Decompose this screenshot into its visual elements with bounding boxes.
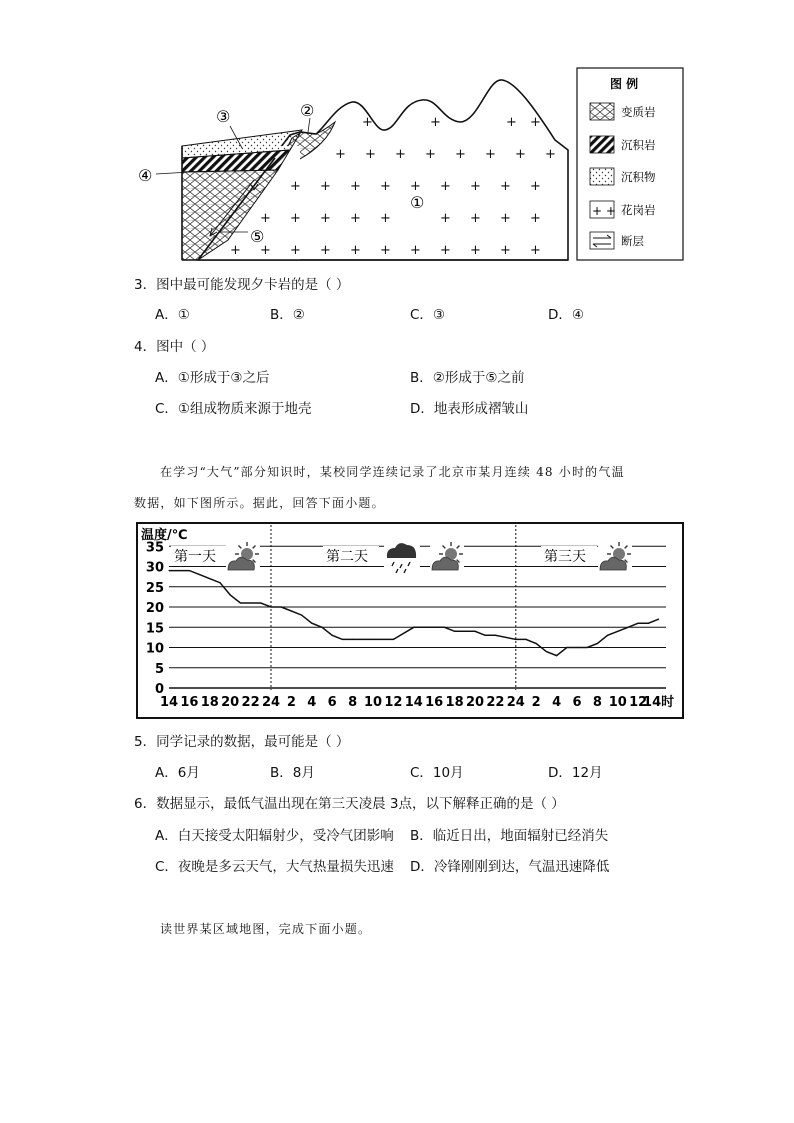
svg-text:+: + xyxy=(350,179,361,194)
y-tick-label: 15 xyxy=(145,621,164,637)
temperature-point xyxy=(352,639,353,640)
svg-text:+: + xyxy=(410,243,421,258)
x-tick-label: 4 xyxy=(552,695,562,710)
x-tick-label: 2 xyxy=(286,695,296,710)
label-circle-1: ① xyxy=(410,193,425,212)
temperature-point xyxy=(250,602,251,603)
temperature-point xyxy=(607,635,608,636)
legend-item-sedimentary-rock: 沉积岩 xyxy=(621,138,656,152)
temperature-point xyxy=(546,651,547,652)
temperature-point xyxy=(597,643,598,644)
legend-item-fault: 断层 xyxy=(621,234,644,248)
x-tick-label: 20 xyxy=(221,695,240,710)
partly-cloudy-icon xyxy=(226,542,260,574)
temperature-point xyxy=(434,627,435,628)
temperature-point xyxy=(291,610,292,611)
x-tick-label: 8 xyxy=(348,695,358,710)
svg-text:+: + xyxy=(290,179,301,194)
svg-text:+: + xyxy=(500,243,511,258)
svg-text:+: + xyxy=(515,147,526,162)
svg-text:+: + xyxy=(440,211,451,226)
temperature-point xyxy=(485,635,486,636)
y-tick-label: 35 xyxy=(145,540,164,556)
q6-stem: 6．数据显示，最低气温出现在第三天凌晨 3点，以下解释正确的是（ ） xyxy=(134,796,565,812)
q3-stem: 3．图中最可能发现夕卡岩的是（ ） xyxy=(134,277,350,293)
svg-text:+: + xyxy=(470,243,481,258)
temperature-point xyxy=(515,639,516,640)
x-tick-label: 4 xyxy=(307,695,317,710)
day-label: 第一天 xyxy=(174,549,216,565)
temperature-point xyxy=(658,619,659,620)
svg-text:+: + xyxy=(506,115,517,130)
q5-option-d[interactable]: D．12月 xyxy=(548,765,603,781)
q6-option-a[interactable]: A．白天接受太阳辐射少，受冷气团影响 xyxy=(155,828,394,844)
q6-option-c[interactable]: C．夜晚是多云天气，大气热量损失迅速 xyxy=(155,859,394,875)
q3-option-b[interactable]: B．② xyxy=(270,307,305,323)
x-tick-label: 16 xyxy=(180,695,199,710)
svg-text:+: + xyxy=(365,147,376,162)
svg-text:+ +: + + xyxy=(592,204,616,218)
q4-stem: 4．图中（ ） xyxy=(134,339,215,355)
q4-option-a[interactable]: A．①形成于③之后 xyxy=(155,370,270,386)
label-circle-2: ② xyxy=(300,101,315,120)
svg-text:+: + xyxy=(260,243,271,258)
x-tick-label: 22 xyxy=(486,695,505,710)
svg-text:+: + xyxy=(260,211,271,226)
x-tick-label: 8 xyxy=(592,695,602,710)
temperature-point xyxy=(311,623,312,624)
day-label: 第二天 xyxy=(326,549,368,565)
temperature-point xyxy=(393,639,394,640)
svg-text:+: + xyxy=(530,115,541,130)
q5-option-b[interactable]: B．8月 xyxy=(270,765,315,781)
legend xyxy=(577,68,683,260)
label-circle-4: ④ xyxy=(138,166,153,185)
intro2-paragraph: 读世界某区域地图，完成下面小题。 xyxy=(160,922,372,936)
svg-text:+: + xyxy=(395,147,406,162)
temperature-point xyxy=(525,639,526,640)
geology-cross-section xyxy=(130,60,690,265)
svg-text:+: + xyxy=(545,147,556,162)
temperature-point xyxy=(362,639,363,640)
q3-option-a[interactable]: A．① xyxy=(155,307,190,323)
chart-ylabel: 温度/℃ xyxy=(141,528,188,543)
temperature-point xyxy=(332,635,333,636)
temperature-point xyxy=(423,627,424,628)
svg-text:+: + xyxy=(500,179,511,194)
temperature-point xyxy=(627,627,628,628)
svg-text:+: + xyxy=(470,179,481,194)
x-tick-label: 14时 xyxy=(643,695,675,710)
temperature-point xyxy=(270,606,271,607)
temperature-point xyxy=(444,627,445,628)
temperature-point xyxy=(372,639,373,640)
temperature-point xyxy=(454,631,455,632)
temperature-point xyxy=(168,570,169,571)
label-circle-3: ③ xyxy=(216,107,231,126)
chart-x-ticks xyxy=(160,695,674,710)
svg-text:+: + xyxy=(425,147,436,162)
svg-text:+: + xyxy=(380,243,391,258)
q5-option-c[interactable]: C．10月 xyxy=(410,765,464,781)
svg-text:+: + xyxy=(440,243,451,258)
svg-text:+: + xyxy=(290,211,301,226)
q5-option-a[interactable]: A．6月 xyxy=(155,765,200,781)
x-tick-label: 18 xyxy=(445,695,464,710)
temperature-line-chart xyxy=(136,522,684,720)
temperature-point xyxy=(536,643,537,644)
temperature-point xyxy=(199,574,200,575)
legend-item-granite: 花岗岩 xyxy=(621,203,656,217)
x-tick-label: 22 xyxy=(241,695,260,710)
svg-text:+: + xyxy=(320,179,331,194)
svg-text:+: + xyxy=(455,147,466,162)
x-tick-label: 18 xyxy=(200,695,219,710)
y-tick-label: 25 xyxy=(145,580,164,596)
temperature-point xyxy=(648,623,649,624)
x-tick-label: 10 xyxy=(363,695,383,710)
svg-text:+: + xyxy=(350,243,361,258)
label-circle-5: ⑤ xyxy=(250,227,265,246)
temperature-point xyxy=(576,647,577,648)
x-tick-label: 12 xyxy=(629,695,648,710)
temperature-point xyxy=(301,615,302,616)
intro-paragraph-line-1: 在学习“大气”部分知识时，某校同学连续记录了北京市某月连续 48 小时的气温 xyxy=(160,465,625,479)
temperature-point xyxy=(321,627,322,628)
partly-cloudy-icon xyxy=(430,542,464,574)
x-tick-label: 24 xyxy=(261,695,281,710)
svg-text:+: + xyxy=(530,211,541,226)
q4-option-b[interactable]: B．②形成于⑤之前 xyxy=(410,370,525,386)
svg-text:+: + xyxy=(530,179,541,194)
x-tick-label: 6 xyxy=(572,695,582,710)
temperature-point xyxy=(230,594,231,595)
rain-cloud-icon xyxy=(384,538,420,573)
y-tick-label: 20 xyxy=(145,601,164,616)
temperature-point xyxy=(189,570,190,571)
temperature-point xyxy=(495,635,496,636)
temperature-point xyxy=(413,627,414,628)
svg-text:+: + xyxy=(380,179,391,194)
svg-text:+: + xyxy=(440,179,451,194)
svg-text:+: + xyxy=(290,243,301,258)
svg-text:+: + xyxy=(320,211,331,226)
temperature-point xyxy=(281,606,282,607)
temperature-point xyxy=(556,655,557,656)
svg-text:+: + xyxy=(230,243,241,258)
temperature-point xyxy=(464,631,465,632)
svg-text:+: + xyxy=(335,147,346,162)
x-tick-label: 16 xyxy=(425,695,444,710)
temperature-point xyxy=(566,647,567,648)
partly-cloudy-icon xyxy=(598,542,632,574)
x-tick-label: 14 xyxy=(159,695,179,710)
temperature-point xyxy=(638,623,639,624)
legend-item-sediment: 沉积物 xyxy=(621,170,656,184)
x-tick-label: 2 xyxy=(531,695,541,710)
x-tick-label: 6 xyxy=(327,695,337,710)
x-tick-label: 24 xyxy=(506,695,525,710)
x-tick-label: 20 xyxy=(465,695,485,710)
svg-text:+: + xyxy=(470,211,481,226)
svg-text:+: + xyxy=(350,211,361,226)
q5-stem: 5．同学记录的数据，最可能是（ ） xyxy=(134,734,350,750)
q3-option-c[interactable]: C．③ xyxy=(410,307,446,323)
x-tick-label: 10 xyxy=(608,695,627,710)
svg-text:+: + xyxy=(500,211,511,226)
temperature-point xyxy=(474,631,475,632)
temperature-point xyxy=(617,631,618,632)
q6-option-b[interactable]: B．临近日出，地面辐射已经消失 xyxy=(410,828,609,844)
legend-title: 图 例 xyxy=(610,77,639,91)
y-tick-label: 30 xyxy=(145,560,164,576)
temperature-point xyxy=(209,578,210,579)
q3-option-d[interactable]: D．④ xyxy=(548,307,584,323)
y-tick-label: 10 xyxy=(145,641,164,657)
day-label: 第三天 xyxy=(544,549,586,565)
q6-option-d[interactable]: D．冷锋刚刚到达，气温迅速降低 xyxy=(410,859,610,875)
svg-text:+: + xyxy=(320,243,331,258)
temperature-point xyxy=(219,582,220,583)
svg-text:+: + xyxy=(380,211,391,226)
x-tick-label: 14 xyxy=(404,695,423,710)
temperature-point xyxy=(342,639,343,640)
temperature-point xyxy=(260,602,261,603)
svg-text:+: + xyxy=(485,147,496,162)
svg-text:+: + xyxy=(530,243,541,258)
temperature-point xyxy=(587,647,588,648)
svg-text:+: + xyxy=(430,115,441,130)
y-tick-label: 0 xyxy=(154,682,164,697)
q4-option-c[interactable]: C．①组成物质来源于地壳 xyxy=(155,401,312,417)
legend-item-metamorphic: 变质岩 xyxy=(621,105,656,119)
svg-text:+: + xyxy=(362,115,373,130)
temperature-point xyxy=(240,602,241,603)
svg-text:+: + xyxy=(410,179,421,194)
x-tick-label: 12 xyxy=(384,695,403,710)
q4-option-d[interactable]: D．地表形成褶皱山 xyxy=(410,401,529,417)
intro-paragraph-line-2: 数据，如下图所示。据此，回答下面小题。 xyxy=(134,496,385,510)
y-tick-label: 5 xyxy=(154,661,164,677)
